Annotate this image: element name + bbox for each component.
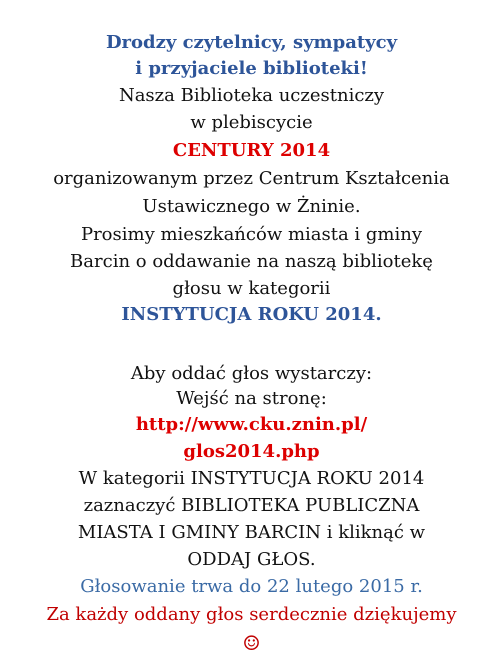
vote-link-line-2[interactable]: glos2014.php [183, 441, 320, 462]
intro-line-2: w plebiscycie [190, 112, 313, 133]
organizer-line-2: Ustawicznego w Żninie. [142, 196, 361, 217]
deadline-text: Głosowanie trwa do 22 lutego 2015 r. [80, 576, 423, 597]
greeting-line-1: Drodzy czytelnicy, sympatycy [105, 32, 398, 53]
organizer-line-1: organizowanym przez Centrum Kształcenia [53, 168, 450, 189]
steps-line-4: ODDAJ GŁOS. [187, 549, 316, 570]
instructions-line-1: Aby oddać głos wystarczy: [130, 363, 373, 384]
steps-line-3: MIASTA I GMINY BARCIN i kliknąć w [77, 522, 426, 543]
request-line-2: Barcin o oddawanie na naszą bibliotekę [70, 251, 433, 272]
greeting-line-2: i przyjaciele biblioteki! [135, 58, 368, 79]
steps-line-1: W kategorii INSTYTUCJA ROKU 2014 [78, 468, 425, 489]
contest-name: CENTURY 2014 [172, 140, 331, 161]
request-line-1: Prosimy mieszkańców miasta i gminy [80, 224, 423, 245]
instructions-line-2: Wejść na stronę: [176, 388, 327, 409]
vote-link-line-1[interactable]: http://www.cku.znin.pl/ [135, 414, 368, 435]
intro-line-1: Nasza Biblioteka uczestniczy [118, 85, 385, 106]
category-name: INSTYTUCJA ROKU 2014. [121, 304, 382, 325]
thanks-text: Za każdy oddany głos serdecznie dziękujemy [46, 604, 457, 625]
request-line-3: głosu w kategorii [172, 278, 331, 299]
smiley-icon: ☺ [242, 631, 261, 655]
steps-line-2: zaznaczyć BIBLIOTEKA PUBLICZNA [83, 495, 420, 516]
